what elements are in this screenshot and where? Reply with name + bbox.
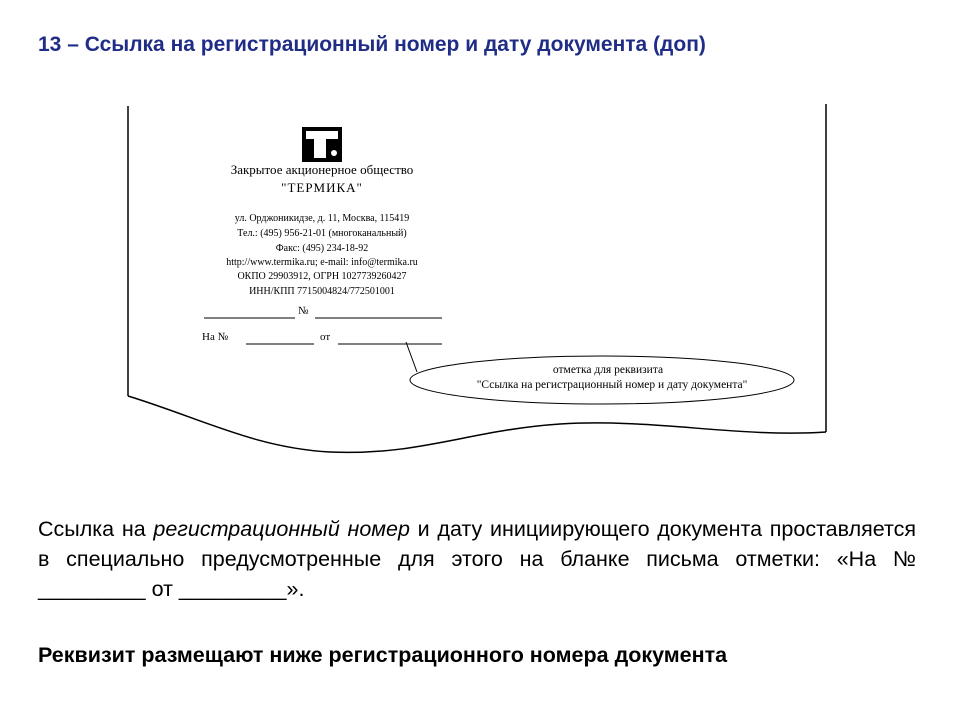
company-name: "ТЕРМИКА" bbox=[281, 180, 363, 195]
ref-prefix: На № bbox=[202, 331, 229, 343]
body-paragraph bbox=[38, 514, 916, 604]
body-text-part-1: Ссылка на bbox=[38, 517, 154, 541]
callout-line-2: "Ссылка на регистрационный номер и дату документа" bbox=[476, 379, 748, 391]
requisite-placement-note: Реквизит размещают ниже регистрационного номера документа bbox=[38, 643, 728, 667]
company-phone: Тел.: (495) 956-21-01 (многоканальный) bbox=[237, 228, 407, 239]
callout-line-1: отметка для реквизита bbox=[552, 364, 664, 376]
company-okpo: ОКПО 29903912, ОГРН 1027739260427 bbox=[237, 271, 407, 282]
slide-title: 13 – Ссылка на регистрационный номер и дату документа (доп) bbox=[38, 33, 706, 56]
company-fax: Факс: (495) 234-18-92 bbox=[275, 243, 369, 254]
paper-wavy-bottom bbox=[128, 396, 826, 452]
company-logo bbox=[302, 127, 342, 162]
body-text-italic: регистрационный номер bbox=[153, 517, 410, 541]
body-text-part-2: и дату инициирующего документа проставляется в специально предусмотренные для этого на бланке письма отметки: «На № _________ от _________». bbox=[38, 517, 916, 601]
company-web: http://www.termika.ru; e-mail: info@termika.ru bbox=[226, 257, 418, 268]
company-address: ул. Орджоникидзе, д. 11, Москва, 115419 bbox=[234, 213, 410, 224]
reg-number-sign: № bbox=[298, 305, 309, 317]
ref-from: от bbox=[320, 331, 331, 343]
company-type: Закрытое акционерное общество bbox=[230, 162, 414, 177]
company-inn: ИНН/КПП 7715004824/772501001 bbox=[249, 286, 395, 297]
callout-pointer bbox=[406, 342, 417, 372]
